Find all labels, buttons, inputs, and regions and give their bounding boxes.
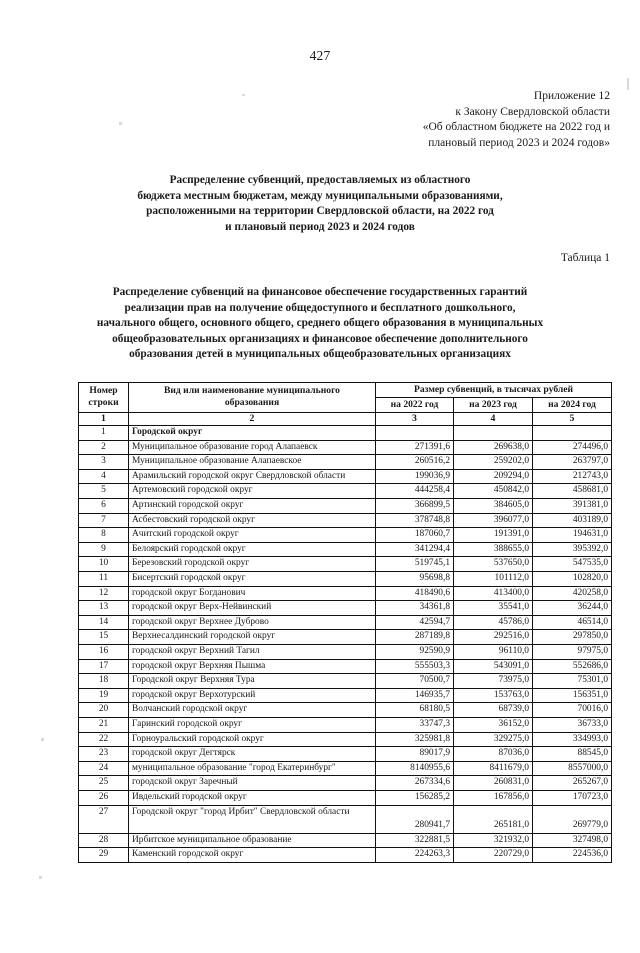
header-row-number-line-1: Номер — [89, 385, 118, 397]
appendix-line-1: Приложение 12 — [533, 90, 610, 102]
subvention-2022-cell: 70500,7 — [376, 674, 454, 689]
subvention-2022-cell: 95698,8 — [376, 572, 454, 587]
table-row — [79, 528, 612, 543]
scan-artifact — [242, 94, 245, 96]
row-number-cell: 18 — [79, 674, 129, 689]
page-number: 427 — [309, 48, 331, 63]
subvention-2024-cell: 8557000,0 — [533, 761, 612, 776]
table-row — [79, 455, 612, 470]
subvention-2022-cell: 260516,2 — [376, 455, 454, 470]
table-row — [79, 747, 612, 762]
subvention-2023-cell: 153763,0 — [454, 688, 533, 703]
municipality-name-cell: Артинский городской округ — [129, 499, 376, 514]
subvention-2022-cell: 418490,6 — [376, 586, 454, 601]
subvention-2022-cell: 280941,7 — [376, 805, 454, 833]
table-head — [79, 382, 612, 425]
subvention-2023-cell: 388655,0 — [454, 542, 533, 557]
subvention-2024-cell: 391381,0 — [533, 499, 612, 514]
table-row — [79, 586, 612, 601]
table-row — [79, 426, 612, 441]
table-row — [79, 848, 612, 863]
subvention-2024-cell: 327498,0 — [533, 833, 612, 848]
column-number-3: 3 — [376, 412, 454, 426]
subvention-2022-cell: 68180,5 — [376, 703, 454, 718]
subvention-2023-cell: 413400,0 — [454, 586, 533, 601]
row-number-cell: 28 — [79, 833, 129, 848]
row-number-cell: 21 — [79, 717, 129, 732]
subtitle-line-2: реализации прав на получение общедоступного и бесплатного дошкольного, — [124, 301, 516, 314]
subvention-2024-cell: 212743,0 — [533, 469, 612, 484]
subtitle-line-3: начального общего, основного общего, среднего общего образования в муниципальных — [96, 317, 544, 330]
row-number-cell: 13 — [79, 601, 129, 616]
subvention-2023-cell: 537650,0 — [454, 557, 533, 572]
row-number-cell: 3 — [79, 455, 129, 470]
subvention-2022-cell: 287189,8 — [376, 630, 454, 645]
subvention-2023-cell: 329275,0 — [454, 732, 533, 747]
scan-artifact — [39, 876, 42, 879]
row-number-cell: 7 — [79, 513, 129, 528]
subvention-2023-cell: 292516,0 — [454, 630, 533, 645]
subvention-2024-cell: 263797,0 — [533, 455, 612, 470]
subvention-2024-cell: 36733,0 — [533, 717, 612, 732]
subvention-2024-cell: 102820,0 — [533, 572, 612, 587]
table-row — [79, 469, 612, 484]
subvention-2022-cell: 341294,4 — [376, 542, 454, 557]
subvention-2024-cell: 36244,0 — [533, 601, 612, 616]
municipality-name-cell: городской округ Верхний Тагил — [129, 644, 376, 659]
municipality-name-cell: Бисертский городской округ — [129, 572, 376, 587]
subtitle-line-1: Распределение субвенций на финансовое обеспечение государственных гарантий — [112, 286, 528, 298]
municipality-name-cell: Городской округ "город Ирбит" Свердловской области — [129, 805, 376, 833]
subvention-2023-cell: 321932,0 — [454, 833, 533, 848]
row-number-cell: 11 — [79, 572, 129, 587]
subvention-2023-cell: 68739,0 — [454, 703, 533, 718]
subvention-2023-cell: 260831,0 — [454, 776, 533, 791]
row-number-cell: 17 — [79, 659, 129, 674]
column-number-4: 4 — [454, 412, 533, 426]
subvention-2023-cell — [454, 426, 533, 441]
municipality-name-cell: Муниципальное образование город Алапаевск — [129, 440, 376, 455]
header-subvention-group: Размер субвенций, в тысячах рублей — [376, 382, 612, 397]
column-number-1: 1 — [79, 412, 129, 426]
municipality-name-cell: Гаринский городской округ — [129, 717, 376, 732]
row-number-cell: 29 — [79, 848, 129, 863]
subtitle-line-4: общеобразовательных организациях и финансовое обеспечение дополнительного — [112, 332, 528, 345]
subvention-2024-cell: 156351,0 — [533, 688, 612, 703]
subvention-2022-cell: 42594,7 — [376, 615, 454, 630]
municipality-name-cell: Ирбитское муниципальное образование — [129, 833, 376, 848]
table-container — [0, 382, 640, 863]
row-number-cell: 26 — [79, 790, 129, 805]
table-row — [79, 703, 612, 718]
table-row — [79, 644, 612, 659]
table-row — [79, 499, 612, 514]
municipality-name-cell: Асбестовский городской округ — [129, 513, 376, 528]
row-number-cell: 6 — [79, 499, 129, 514]
subvention-2022-cell: 8140955,6 — [376, 761, 454, 776]
row-number-cell: 1 — [79, 426, 129, 441]
subvention-2023-cell: 259202,0 — [454, 455, 533, 470]
subvention-2022-cell: 33747,3 — [376, 717, 454, 732]
appendix-line-3: «Об областном бюджете на 2022 год и — [422, 121, 610, 134]
subvention-2023-cell: 220729,0 — [454, 848, 533, 863]
subvention-2024-cell: 297850,0 — [533, 630, 612, 645]
row-number-cell: 27 — [79, 805, 129, 833]
row-number-cell: 24 — [79, 761, 129, 776]
table-row — [79, 833, 612, 848]
table-row — [79, 484, 612, 499]
municipality-name-cell: Ивдельский городской округ — [129, 790, 376, 805]
table-row — [79, 513, 612, 528]
table-row — [79, 674, 612, 689]
subvention-2022-cell: 325981,8 — [376, 732, 454, 747]
subvention-2022-cell: 199036,9 — [376, 469, 454, 484]
municipality-name-cell: Белоярский городской округ — [129, 542, 376, 557]
subvention-2023-cell: 269638,0 — [454, 440, 533, 455]
scan-artifact — [119, 122, 122, 125]
municipality-name-cell: Ачитский городской округ — [129, 528, 376, 543]
title-line-3: расположенными на территории Свердловской области, на 2022 год — [146, 205, 494, 218]
row-number-cell: 19 — [79, 688, 129, 703]
header-row-number-line-2: строки — [88, 397, 119, 409]
title-line-1: Распределение субвенций, предоставляемых из областного — [169, 174, 471, 187]
municipality-name-cell: городской округ Верхнее Дуброво — [129, 615, 376, 630]
subvention-2023-cell: 45786,0 — [454, 615, 533, 630]
row-number-cell: 5 — [79, 484, 129, 499]
municipality-name-cell: Каменский городской округ — [129, 848, 376, 863]
table-row — [79, 572, 612, 587]
subvention-2024-cell: 547535,0 — [533, 557, 612, 572]
appendix-line-2: к Закону Свердловской области — [455, 105, 610, 118]
table-row — [79, 805, 612, 833]
subvention-2023-cell: 209294,0 — [454, 469, 533, 484]
subvention-2023-cell: 101112,0 — [454, 572, 533, 587]
table-row — [79, 717, 612, 732]
header-municipality-line-1: Вид или наименование муниципального — [164, 385, 340, 397]
row-number-cell: 8 — [79, 528, 129, 543]
document-page — [0, 48, 640, 953]
subvention-2023-cell: 36152,0 — [454, 717, 533, 732]
table-row — [79, 776, 612, 791]
subvention-2023-cell: 73975,0 — [454, 674, 533, 689]
subvention-2024-cell: 75301,0 — [533, 674, 612, 689]
table-row — [79, 630, 612, 645]
subvention-2023-cell: 191391,0 — [454, 528, 533, 543]
subvention-2022-cell: 89017,9 — [376, 747, 454, 762]
table-row — [79, 440, 612, 455]
table-row — [79, 761, 612, 776]
row-number-cell: 9 — [79, 542, 129, 557]
municipality-name-cell: Горноуральский городской округ — [129, 732, 376, 747]
row-number-cell: 14 — [79, 615, 129, 630]
table-row — [79, 542, 612, 557]
subvention-2024-cell: 265267,0 — [533, 776, 612, 791]
subvention-2022-cell: 378748,8 — [376, 513, 454, 528]
row-number-cell: 23 — [79, 747, 129, 762]
municipality-name-cell: Муниципальное образование Алапаевское — [129, 455, 376, 470]
subvention-2022-cell: 444258,4 — [376, 484, 454, 499]
table-label: Таблица 1 — [560, 252, 610, 264]
subvention-2024-cell: 46514,0 — [533, 615, 612, 630]
municipality-name-cell: Березовский городской округ — [129, 557, 376, 572]
municipality-name-cell: городской округ Богданович — [129, 586, 376, 601]
subvention-2023-cell: 87036,0 — [454, 747, 533, 762]
municipality-name-cell: городской округ Верхотурский — [129, 688, 376, 703]
subvention-2023-cell: 96110,0 — [454, 644, 533, 659]
table-column-numbering-row — [79, 412, 612, 426]
column-number-5: 5 — [533, 412, 612, 426]
subvention-2023-cell: 8411679,0 — [454, 761, 533, 776]
appendix-line-4: плановый период 2023 и 2024 годов» — [428, 136, 610, 149]
row-number-cell: 12 — [79, 586, 129, 601]
subvention-2023-cell: 396077,0 — [454, 513, 533, 528]
subvention-2022-cell: 366899,5 — [376, 499, 454, 514]
table-row — [79, 688, 612, 703]
subvention-2024-cell: 97975,0 — [533, 644, 612, 659]
subvention-2022-cell: 519745,1 — [376, 557, 454, 572]
subvention-2022-cell: 267334,6 — [376, 776, 454, 791]
subvention-2024-cell: 269779,0 — [533, 805, 612, 833]
subvention-2023-cell: 35541,0 — [454, 601, 533, 616]
municipality-name-cell: Волчанский городской округ — [129, 703, 376, 718]
subvention-2022-cell: 187060,7 — [376, 528, 454, 543]
subvention-2024-cell: 458681,0 — [533, 484, 612, 499]
header-year-2023: на 2023 год — [454, 397, 533, 412]
subvention-2024-cell: 170723,0 — [533, 790, 612, 805]
header-municipality-line-2: образования — [224, 397, 280, 409]
subvention-2024-cell: 420258,0 — [533, 586, 612, 601]
table-row — [79, 790, 612, 805]
row-number-cell: 16 — [79, 644, 129, 659]
subvention-2022-cell: 146935,7 — [376, 688, 454, 703]
subvention-2023-cell: 450842,0 — [454, 484, 533, 499]
municipality-name-cell: городской округ Заречный — [129, 776, 376, 791]
subvention-2024-cell: 552686,0 — [533, 659, 612, 674]
subvention-2024-cell: 224536,0 — [533, 848, 612, 863]
row-number-cell: 22 — [79, 732, 129, 747]
municipality-name-cell: Верхнесалдинский городской округ — [129, 630, 376, 645]
subvention-2024-cell: 403189,0 — [533, 513, 612, 528]
subvention-2022-cell — [376, 426, 454, 441]
subvention-2024-cell: 334993,0 — [533, 732, 612, 747]
subvention-2024-cell: 88545,0 — [533, 747, 612, 762]
document-title — [0, 173, 640, 235]
municipality-name-cell: Городской округ — [129, 426, 376, 441]
row-number-cell: 20 — [79, 703, 129, 718]
table-row — [79, 557, 612, 572]
scan-artifact — [627, 78, 629, 90]
subvention-2022-cell: 34361,8 — [376, 601, 454, 616]
row-number-cell: 15 — [79, 630, 129, 645]
subvention-2023-cell: 167856,0 — [454, 790, 533, 805]
subvention-2024-cell: 70016,0 — [533, 703, 612, 718]
row-number-cell: 4 — [79, 469, 129, 484]
scan-artifact — [41, 738, 44, 741]
municipality-name-cell: Арамильский городской округ Свердловской области — [129, 469, 376, 484]
municipality-name-cell: муниципальное образование "город Екатеринбург" — [129, 761, 376, 776]
table-title — [0, 285, 640, 363]
column-number-2: 2 — [129, 412, 376, 426]
subvention-2022-cell: 555503,3 — [376, 659, 454, 674]
subventions-table — [78, 382, 612, 863]
table-row — [79, 615, 612, 630]
table-row — [79, 659, 612, 674]
row-number-cell: 2 — [79, 440, 129, 455]
row-number-cell: 25 — [79, 776, 129, 791]
header-year-2024: на 2024 год — [533, 397, 612, 412]
header-row-number — [79, 382, 129, 412]
table-row — [79, 601, 612, 616]
subvention-2023-cell: 384605,0 — [454, 499, 533, 514]
municipality-name-cell: городской округ Дегтярск — [129, 747, 376, 762]
header-municipality — [129, 382, 376, 412]
subvention-2024-cell — [533, 426, 612, 441]
header-year-2022: на 2022 год — [376, 397, 454, 412]
table-row — [79, 732, 612, 747]
subvention-2022-cell: 224263,3 — [376, 848, 454, 863]
subvention-2024-cell: 194631,0 — [533, 528, 612, 543]
table-body — [79, 426, 612, 863]
subvention-2022-cell: 156285,2 — [376, 790, 454, 805]
subvention-2024-cell: 274496,0 — [533, 440, 612, 455]
municipality-name-cell: городской округ Верх-Нейвинский — [129, 601, 376, 616]
appendix-reference — [0, 89, 640, 151]
subvention-2022-cell: 322881,5 — [376, 833, 454, 848]
municipality-name-cell: городской округ Верхняя Пышма — [129, 659, 376, 674]
subvention-2022-cell: 92590,9 — [376, 644, 454, 659]
title-line-4: и плановый период 2023 и 2024 годов — [225, 220, 415, 233]
title-line-2: бюджета местным бюджетам, между муниципальными образованиями, — [137, 189, 503, 202]
row-number-cell: 10 — [79, 557, 129, 572]
municipality-name-cell: Артемовский городской округ — [129, 484, 376, 499]
subvention-2023-cell: 265181,0 — [454, 805, 533, 833]
subvention-2022-cell: 271391,6 — [376, 440, 454, 455]
table-header-row-1 — [79, 382, 612, 397]
subtitle-line-5: образования детей в муниципальных общеобразовательных организациях — [129, 348, 511, 361]
subvention-2023-cell: 543091,0 — [454, 659, 533, 674]
municipality-name-cell: Городской округ Верхняя Тура — [129, 674, 376, 689]
subvention-2024-cell: 395392,0 — [533, 542, 612, 557]
